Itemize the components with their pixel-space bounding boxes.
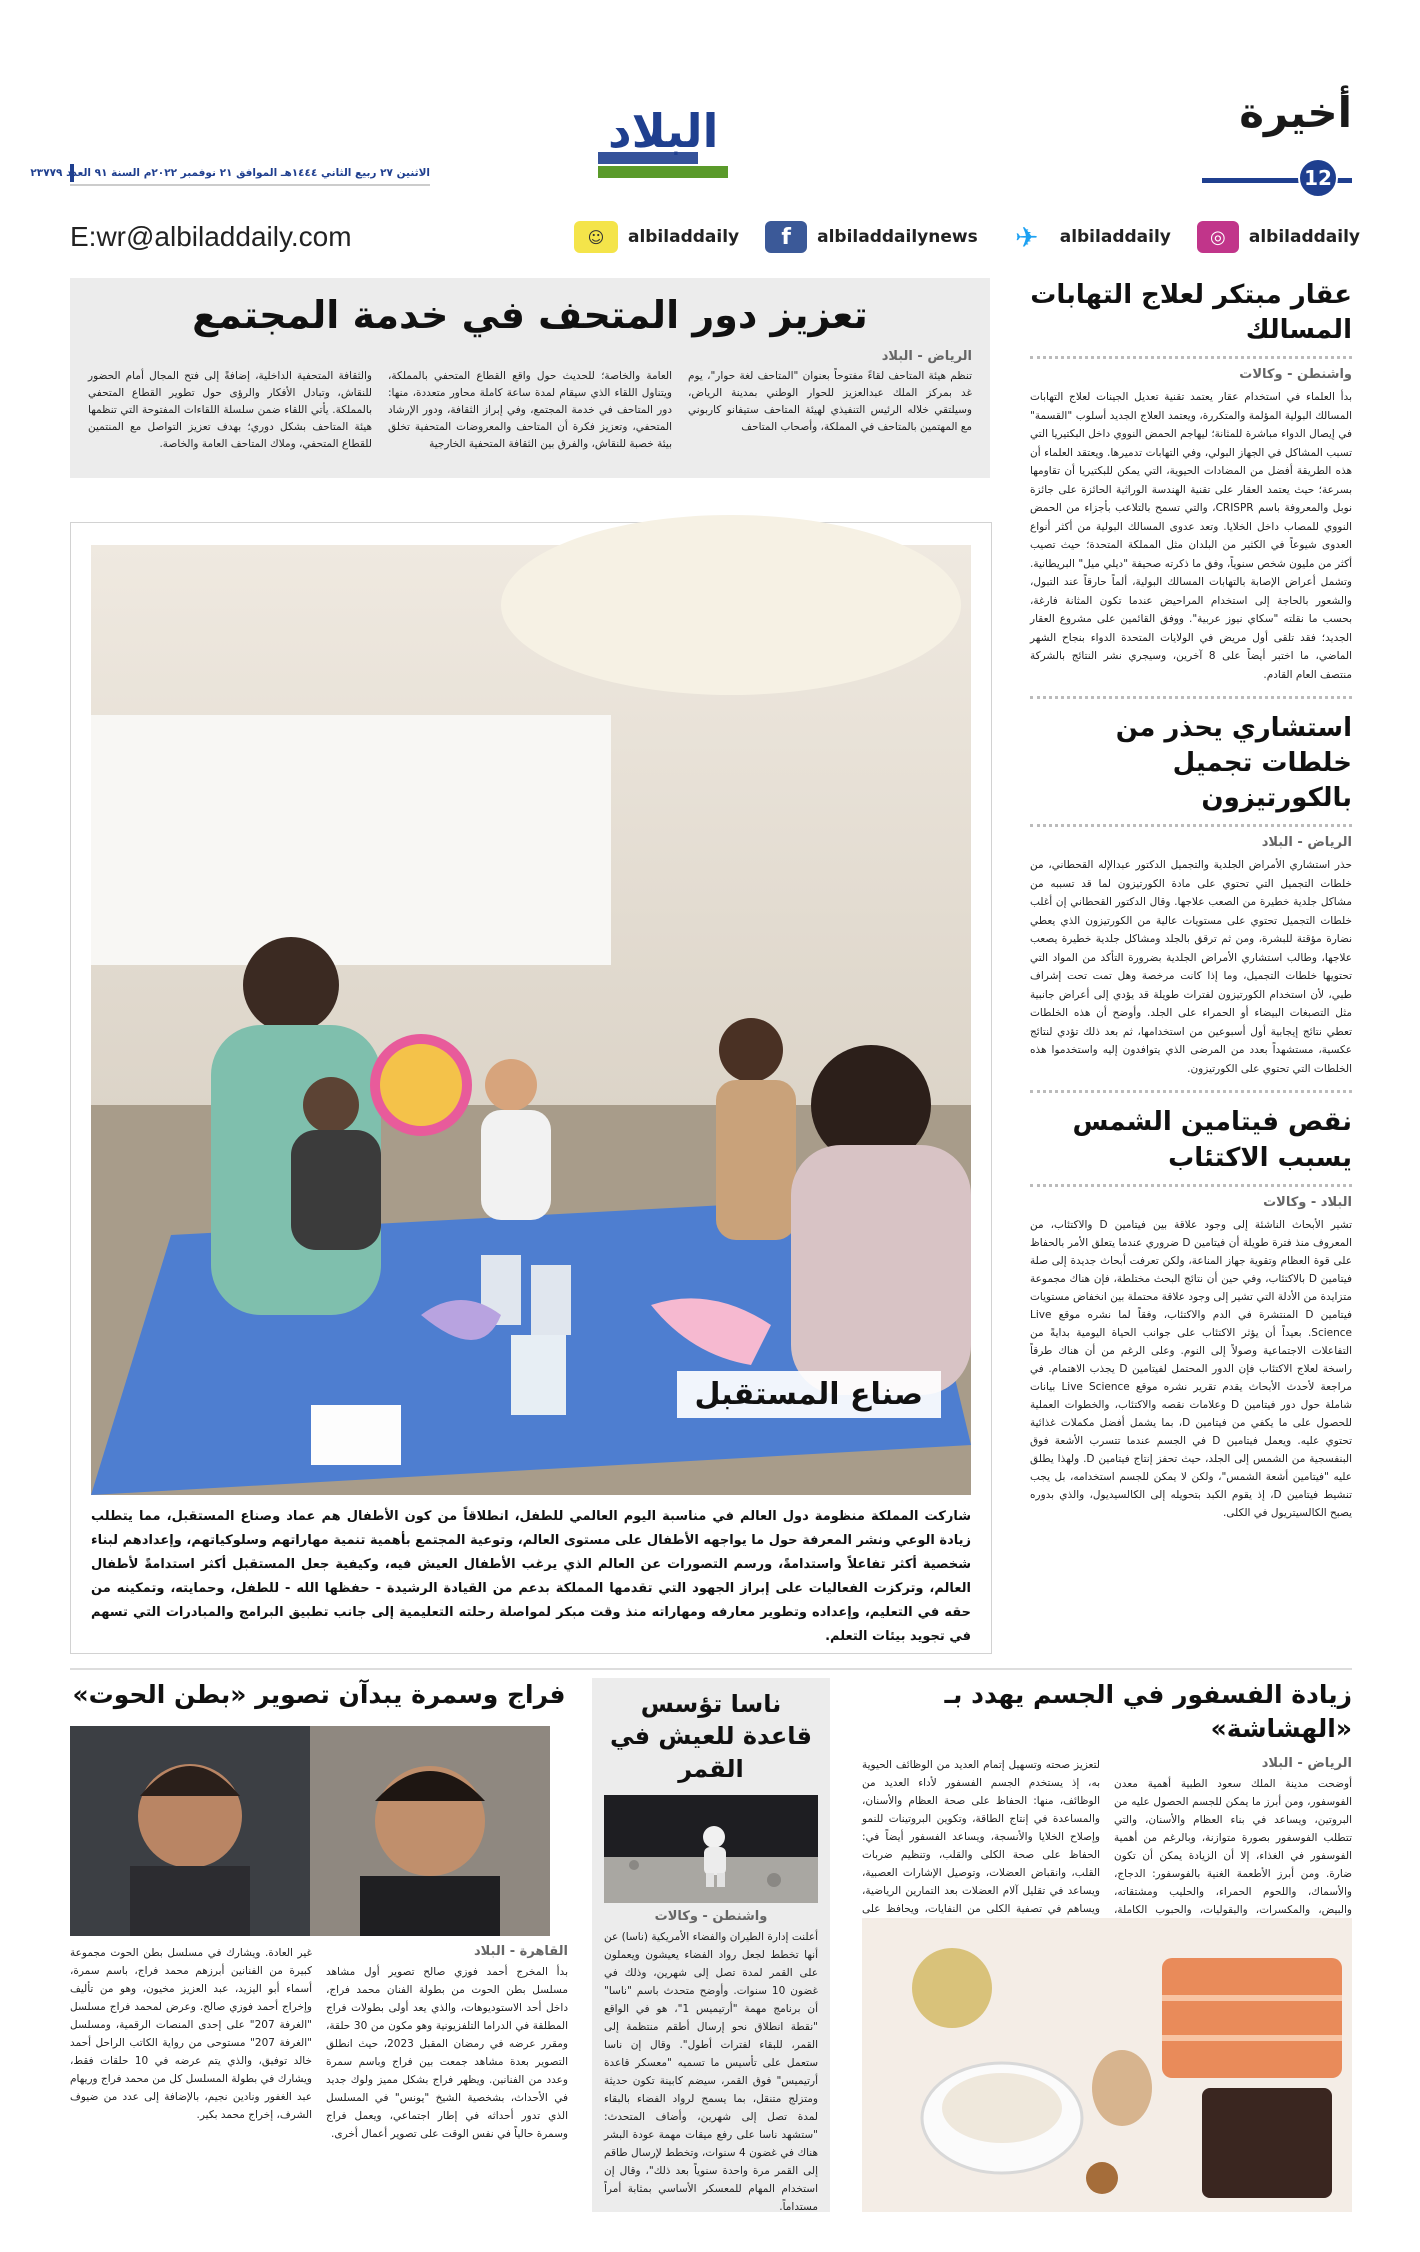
social-instagram[interactable] bbox=[1197, 221, 1360, 253]
nasa-photo bbox=[604, 1795, 818, 1903]
sidebar-text-3: تشير الأبحاث الناشئة إلى وجود علاقة بين فيتامين D والاكتئاب، من المعروف منذ فترة طويلة أن فيتامين D ضروري عندما يتعلق الأمر بالحفاظ على قوة العظام وتقوية جهاز المناعة، ولكن تعرفت أبحاث جديدة إلى صلة فيتامين D بالاكتئاب، وفي حين أن نتائج البحث مختلطة، فإن هناك مجموعة متزايدة من الأدلة التي تشير إلى وجود علاقة محتملة بين انخفاض مستويات فيتامين D المنتشرة في الدم والاكتئاب، وفقاً لما نشره موقع Live Science. بعيداً أن يؤثر الاكتئاب على جوانب الحياة اليومية بدايةً من التفاعلات الاجتماعية وصولاً إلى النوم. وعلى الرغم من أن هناك طرقاً راسخة لعلاج الاكتئاب فإن الدور المحتمل لفيتامين D يجذب الاهتمام. في مراجعة لأحدث الأبحاث يقدم تقرير نشره موقع Live Science بيانات شاملة حول دور فيتامين D وعلامات نقصه والاكتئاب، والخطوات العملية للحصول على ما يكفي من فيتامين D، بما يشمل أفضل مكملات غذائية تحتوي عليه. ويعمل فيتامين D في الجسم عندما تتسرب الأشعة فوق البنفسجية من الشمس إلى الجلد، حيث تحفز إنتاج فيتامين D. ولهذا يطلق عليه "فيتامين أشعة الشمس"، ولكن لا يمكن للجسم استخدامه، بل يجب تنشيط فيتامين D، إذ يقوم الكبد بتحويله إلى الكالسيديول، والذي بدوره يصبح الكالسيتريول في الكلى. bbox=[1030, 1218, 1353, 1519]
instagram-icon: ◎ bbox=[1197, 221, 1239, 253]
date-line bbox=[30, 164, 430, 182]
phosphorus-headline: زيادة الفسفور في الجسم يهدد بـ «الهشاشة» bbox=[944, 1680, 1352, 1743]
divider bbox=[1030, 696, 1352, 699]
social-twitter[interactable] bbox=[1004, 221, 1171, 253]
nasa-byline: واشنطن - وكالات bbox=[654, 1909, 768, 1925]
lead-byline: الرياض - البلاد bbox=[881, 349, 972, 365]
feature-photo bbox=[91, 545, 971, 1495]
page-number: 12 bbox=[1298, 158, 1338, 198]
feature-text: شاركت المملكة منظومة دول العالم في مناسبة اليوم العالمي للطفل، انطلاقاً من كون الأطفال هم عماد وصناع المستقبل، مما يتطلب زيادة الوعي ونشر المعرفة حول ما يواجهه الأطفال على مستوى العالم، وتوعية المجتمع بأهمية تنمية مهاراتهم وسلوكياتهم، وإعدادهم لبناء شخصية أكثر تفاعلاً واستدامةً، ورسم التصورات عن العالم الذي يرغب الأطفال العيش فيه، وكيفية جعل المستقبل أكثر استدامةً لأطفال العالم، وتركزت الفعاليات على إبراز الجهود التي تقدمها المملكة بدعم من القيادة الرشيدة - حفظها الله - للطفل، وحمايته، وتمكينه من حقه في التعليم، وإعداده وتطوير معارفه ومهاراته منذ وقت مبكر لمواصلة رحلته التعليمية إلى جانب تطبيق البرامج والمبادرات التي تسهم في تجويد بيئات التعلم. bbox=[91, 1509, 971, 1644]
lead-column-2: العامة والخاصة؛ للحديث حول واقع القطاع المتحفي بالمملكة، ويتناول اللقاء الذي سيقام لمدة ساعة كاملة محاور متعددة، منها: دور المتاحف في خدمة المجتمع، وفي إبراز الثقافة، ودور الإرشاد المتحفي، وتعزيز فكرة أن المتاحف والمعروضات المتحفية تخلق بيئة خصبة للنقاش، والفرق بين الثقافة المتحفية الخارجية bbox=[388, 370, 672, 451]
social-handle: albiladdaily bbox=[627, 227, 740, 247]
drama-photo bbox=[70, 1726, 550, 1936]
divider bbox=[1030, 824, 1352, 827]
social-handle: albiladdaily bbox=[1059, 227, 1171, 247]
nasa-headline: ناسا تؤسس قاعدة للعيش في القمر bbox=[610, 1690, 812, 1783]
drama-byline: القاهرة - البلاد bbox=[474, 1943, 568, 1959]
photo-caption-box bbox=[677, 1371, 942, 1418]
email-contact[interactable]: E:wr@albiladdaily.com bbox=[70, 221, 352, 252]
drama-column-1: بدأ المخرج أحمد فوزي صالح تصوير أول مشاهد مسلسل بطن الحوت من بطولة الفنان محمد فراج، داخل أحد الاستوديوهات، والذي يعد أولى بطولات فراج المطلقة في الدراما التلفزيونية وهو مكون من 30 حلقة، ومقرر عرضه في رمضان المقبل 2023، حيث انطلق التصوير بعدة مشاهد جمعت بين فراج وباسم سمرة وعدد من الفنانين. ويظهر فراج بشكل مميز ولوك جديد في الأحداث، بشخصية الشيخ "يونس" في المسلسل الذي تدور أحداثه في إطار اجتماعي، ويعمل فراج وسمرة حالياً في نفس الوقت على تصوير أعمال أخرى. bbox=[326, 1965, 568, 2140]
masthead bbox=[0, 0, 1420, 260]
phosphorus-column-2: لتعزيز صحته وتسهيل إتمام العديد من الوظائف الحيوية به، إذ يستخدم الجسم الفسفور لأداء العديد من الوظائف، منها: الحفاظ على صحة العظام والأسنان، والمساعدة في إنتاج الطاقة، وتكوين البروتينات للنمو وإصلاح الخلايا والأنسجة، ويساعد الفسفور أيضاً في: الحفاظ على صحة الكلى والقلب، وتنظيم ضربات القلب، وانقباض العضلات، وتوصيل الإشارات العصبية، ويساعد في تقليل آلام العضلات بعد التمارين الرياضية، ويساهم في تصفية الكلى من النفايات، ويحافظ على bbox=[862, 1758, 1100, 1915]
drama-column-2: غير العادة. ويشارك في مسلسل بطن الحوت مجموعة كبيرة من الفنانين أبرزهم محمد فراج، باسم سمرة، أسماء أبو اليزيد، عبد العزيز مخيون، وهو من تأليف وإخراج أحمد فوزي صالح. وعرض لمحمد فراج مسلسل "الغرفة 207" على إحدى المنصات الرقمية، ومسلسل "الغرفة 207" مستوحى من رواية الكاتب الراحل أحمد خالد توفيق، والذي يتم عرضه في 10 حلقات فقط، ويشارك في بطولة المسلسل كل من محمد فراج وريهام عبد الغفور ونادين نجيم، بالإضافة إلى عدد من ضيوف الشرف، إخراج محمد بكير. bbox=[70, 1946, 312, 2121]
sidebar-story-2 bbox=[1030, 711, 1352, 1078]
logo-text: البلاد bbox=[608, 104, 719, 158]
phosphorus-column-1: أوضحت مدينة الملك سعود الطبية أهمية معدن الفوسفور، ومن أبرز ما يمكن للجسم الحصول عليه من البروتين، ويساعد في بناء العظام والأسنان، والتي تتطلب الفوسفور بصورة متوازنة، وبالرغم من أهمية الفوسفور في الغذاء، إلا أن الزيادة يمكن أن تكون ضارة. ومن أبرز الأطعمة الغنية بالفوسفور: الدجاج، والأسماك، واللحوم الحمراء، والحليب ومشتقاته، والبيض، والمكسرات، والبقوليات، والحبوب الكاملة، bbox=[1114, 1777, 1352, 1916]
social-handle: albiladdaily bbox=[1248, 227, 1360, 247]
sidebar bbox=[1030, 278, 1352, 1658]
astronaut-photo bbox=[604, 1795, 818, 1903]
bottom-rule bbox=[70, 1668, 1352, 1670]
sidebar-headline-1: عقار مبتكر لعلاج التهابات المسالك bbox=[1030, 280, 1352, 346]
section-title: أخيرة bbox=[1239, 88, 1352, 137]
lead-column-3: والثقافة المتحفية الداخلية، إضافةً إلى فتح المجال أمام الحضور للنقاش، وتبادل الأفكار والرؤى حول تطوير القطاع المتحفي بالمملكة. يأتي اللقاء ضمن سلسلة اللقاءات المفتوحة التي تنظمها هيئة المتاحف بشكل دوري؛ بهدف تعزيز التواصل مع المنتمين للقطاع المتحفي، وملاك المتاحف العامة والخاصة. bbox=[88, 370, 372, 451]
sidebar-byline-1: واشنطن - وكالات bbox=[1239, 367, 1352, 383]
nasa-story bbox=[592, 1678, 830, 2212]
sidebar-headline-2: استشاري يحذر من خلطات تجميل بالكورتيزون bbox=[1115, 713, 1352, 814]
drama-headline: فراج وسمرة يبدآن تصوير «بطن الحوت» bbox=[72, 1680, 566, 1709]
phosphorus-photo bbox=[862, 1918, 1352, 2212]
divider bbox=[1030, 1090, 1352, 1093]
phosphorus-byline: الرياض - البلاد bbox=[1261, 1755, 1352, 1771]
logo bbox=[590, 96, 740, 186]
lead-column-1: تنظم هيئة المتاحف لقاءً مفتوحاً بعنوان "المتاحف لغة حوار"، يوم غد بمركز الملك عبدالعزيز للحوار الوطني بمدينة الرياض، وسيلتقي خلاله الرئيس التنفيذي لهيئة المتاحف ستيفانو كاربوني مع المهتمين بالمتاحف في المملكة، وأصحاب المتاحف bbox=[688, 370, 972, 434]
sidebar-story-3 bbox=[1030, 1105, 1352, 1521]
social-snapchat[interactable] bbox=[574, 221, 739, 253]
facebook-icon: f bbox=[765, 221, 807, 253]
phosphorus-story bbox=[862, 1678, 1352, 2212]
sidebar-byline-3: البلاد - وكالات bbox=[1263, 1194, 1352, 1210]
actors-photo bbox=[70, 1726, 550, 1936]
sidebar-text-1: بدأ العلماء في استخدام عقار يعتمد تقنية تعديل الجينات لعلاج التهابات المسالك البولية المؤلمة والمتكررة، ويعتمد العلاج الجديد أسلوب "القسمة" في إيصال الدواء مباشرة للمثانة؛ ليهاجم الحمض النووي داخل البكتيريا التي تسبب المشاكل في الجهاز البولي، وفي التهابات تدميرها. ويعتقد العلماء أن هذه الطريقة أفضل من المضادات الحيوية، التي يمكن للبكتيريا أن تقاومها بسرعة؛ حيث يعتمد العقار على تقنية الهندسة الوراثية الحائزة على جائزة نوبل والمعروفة باسم CRISPR، والتي تسمح بالتلاعب بأجزاء من الحمض النووي للمصاب داخل الخلايا. وتعد عدوى المسالك البولية من أكثر أنواع العدوى شيوعاً في الكثير من البلدان مثل المملكة المتحدة؛ حيث تصيب أكثر من مليون شخص سنوياً، وفق ما ذكرته صحيفة "ديلي ميل" البريطانية. وتشمل أعراض الإصابة بالتهابات المسالك البولية، ألماً حارقاً عند التبول، والشعور بالحاجة إلى استخدام المراحيض عندما تكون المثانة فارغة، بحسب ما نقلته "سكاي نيوز عربية". ووفق القائمين على مشروع العقار الجديد؛ فقد تلقى أول مريض في الولايات المتحدة الدواء بنجاح الشهر الماضي، ما اختبر أيضاً على 8 آخرين، وسيجري نشر النتائج بالشركة منتصف العام القادم. bbox=[1030, 391, 1352, 681]
snapchat-icon: ☺ bbox=[574, 221, 618, 253]
nasa-text: أعلنت إدارة الطيران والفضاء الأمريكية (ناسا) عن أنها تخطط لجعل رواد الفضاء يعيشون ويعملون على القمر لمدة تصل إلى شهرين، وذلك في غضون 10 سنوات. وأوضح متحدث باسم "ناسا" أن برنامج مهمة "أرتيميس 1"، هو في الواقع "نقطة انطلاق نحو إرسال أطقم منتظمة إلى القمر، للبقاء لفترات أطول". وقال إن ناسا ستعمل على تأسيس ما تسميه "معسكر قاعدة أرتيميس" فوق القمر، سيضم كابينة تكون حديثة ومتزلج متنقل، بما يسمح لرواد الفضاء بالبقاء لمدة تصل إلى شهرين، وأضاف المتحدث: "ستشهد ناسا على رفع ميقات مهمة عودة البشر هناك في غضون 4 سنوات، وتخطط لإرسال طاقم إلى القمر مرة واحدة سنوياً بعد ذلك"، وقال إن استخدام المهام للمعسكر الأساسي بمثابة أمراً مستداماً. bbox=[604, 1931, 819, 2214]
drama-story bbox=[70, 1678, 568, 2212]
social-handle: albiladdailynews bbox=[817, 227, 978, 247]
food-photo bbox=[862, 1918, 1352, 2212]
social-facebook[interactable] bbox=[765, 221, 978, 253]
lead-story bbox=[70, 278, 990, 478]
issue-date: الاثنين ٢٧ ربيع الثاني ١٤٤٤هـ الموافق ٢١ نوفمبر ٢٠٢٢م السنة ٩١ العدد ٢٣٧٧٩ bbox=[30, 167, 430, 179]
lead-headline: تعزيز دور المتحف في خدمة المجتمع bbox=[192, 293, 868, 337]
divider bbox=[1030, 356, 1352, 359]
children-drawing-photo bbox=[91, 545, 971, 1495]
sidebar-story-1 bbox=[1030, 278, 1352, 684]
sidebar-text-2: حذر استشاري الأمراض الجلدية والتجميل الدكتور عبدالإله القحطاني، من خلطات التجميل التي تحتوي على مادة الكورتيزون لما قد تسببه من مشاكل جلدية خطيرة من الصعب علاجها. وقال الدكتور القحطاني إن أغلب خلطات التجميل تحتوي على مستويات عالية من الكورتيزون الذي يعطي نضارة مؤقتة للبشرة، ومن ثم ترقق بالجلد ومشاكل جلدية خطيرة يصعب علاجها، وطالب استشاري الأمراض الجلدية بضرورة التأكد من المواد التي تحتويها خلطات التجميل، وما إذا كانت مرخصة وهل تمت تحت إشراف طبي، لأن استخدام الكورتيزون لفترات طويلة قد يؤدي إلى أعراض جانبية مثل التصبغات البيضاء أو الحمراء على الجلد. وأوضح أن هذه الخلطات تعطي نتائج إيجابية أول أسبوعين من استخدامها، ثم بعد ذلك تؤدي لنتائج عكسية، مستشهداً بعدد من المرضى الذي يتوافدون إليه واستخدموا هذه الخلطات التي تحتوي على الكورتيزون. bbox=[1030, 859, 1352, 1075]
date-rule bbox=[70, 184, 430, 186]
photo-caption: صناع المستقبل bbox=[694, 1377, 923, 1412]
social-bar bbox=[70, 218, 1360, 256]
divider bbox=[1030, 1184, 1352, 1187]
sidebar-headline-3: نقص فيتامين الشمس يسبب الاكتئاب bbox=[1072, 1107, 1352, 1173]
feature-box bbox=[70, 522, 992, 1654]
sidebar-byline-2: الرياض - البلاد bbox=[1261, 835, 1352, 851]
twitter-icon: ✈ bbox=[1014, 220, 1039, 254]
